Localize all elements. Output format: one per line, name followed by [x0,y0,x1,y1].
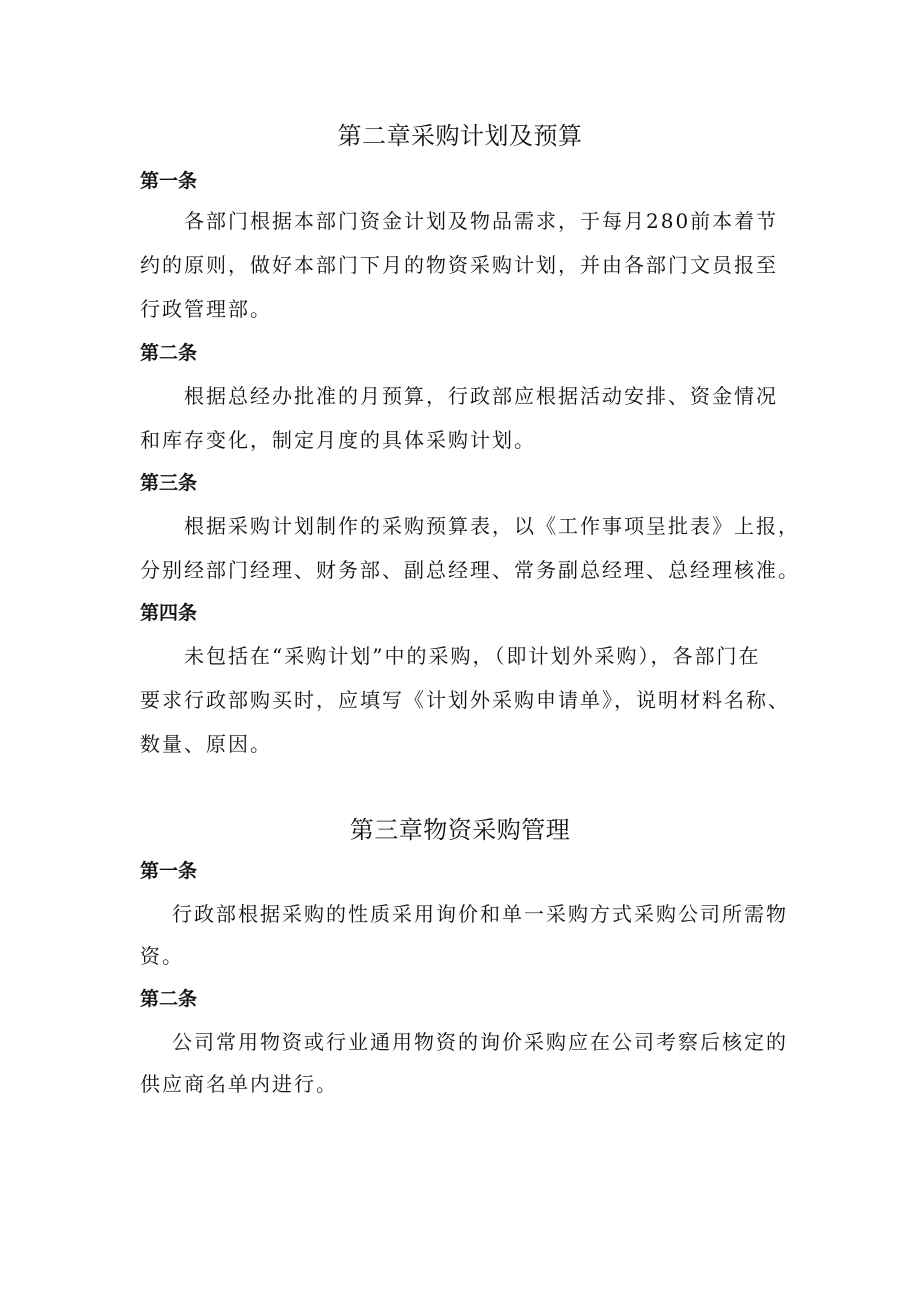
article-heading: 第四条 [140,602,198,624]
paragraph-line: 分别经部门经理、财务部、副总经理、常务副总经理、总经理核准。 [140,558,800,582]
paragraph-line: 供应商名单内进行。 [140,1072,338,1096]
paragraph-line: 行政部根据采购的性质采用询价和单一采购方式采购公司所需物 [172,902,788,926]
article-heading: 第一条 [140,170,198,192]
paragraph-line: 各部门根据本部门资金计划及物品需求，于每月280前本着节 [184,209,779,233]
paragraph-line: 根据采购计划制作的采购预算表，以《工作事项呈批表》上报， [184,514,800,538]
article-heading: 第二条 [140,988,198,1010]
paragraph-line: 要求行政部购买时，应填写《计划外采购申请单》，说明材料名称、 [140,688,790,712]
paragraph-line: 资。 [140,944,184,968]
chapter-title: 第二章采购计划及预算 [337,122,583,150]
paragraph-line: 和库存变化，制定月度的具体采购计划。 [140,428,536,452]
article-heading: 第二条 [140,342,198,364]
paragraph-line: 根据总经办批准的月预算，行政部应根据活动安排、资金情况 [184,384,778,408]
article-heading: 第三条 [140,472,198,494]
paragraph-line: 约的原则，做好本部门下月的物资采购计划，并由各部门文员报至 [140,253,778,277]
paragraph-line: 公司常用物资或行业通用物资的询价采购应在公司考察后核定的 [172,1030,788,1054]
paragraph-line: 行政管理部。 [140,297,272,321]
article-heading: 第一条 [140,860,198,882]
paragraph-line: 数量、原因。 [140,732,272,756]
paragraph-line: 未包括在“采购计划”中的采购，（即计划外采购），各部门在 [184,644,761,668]
chapter-title: 第三章物资采购管理 [349,816,571,844]
